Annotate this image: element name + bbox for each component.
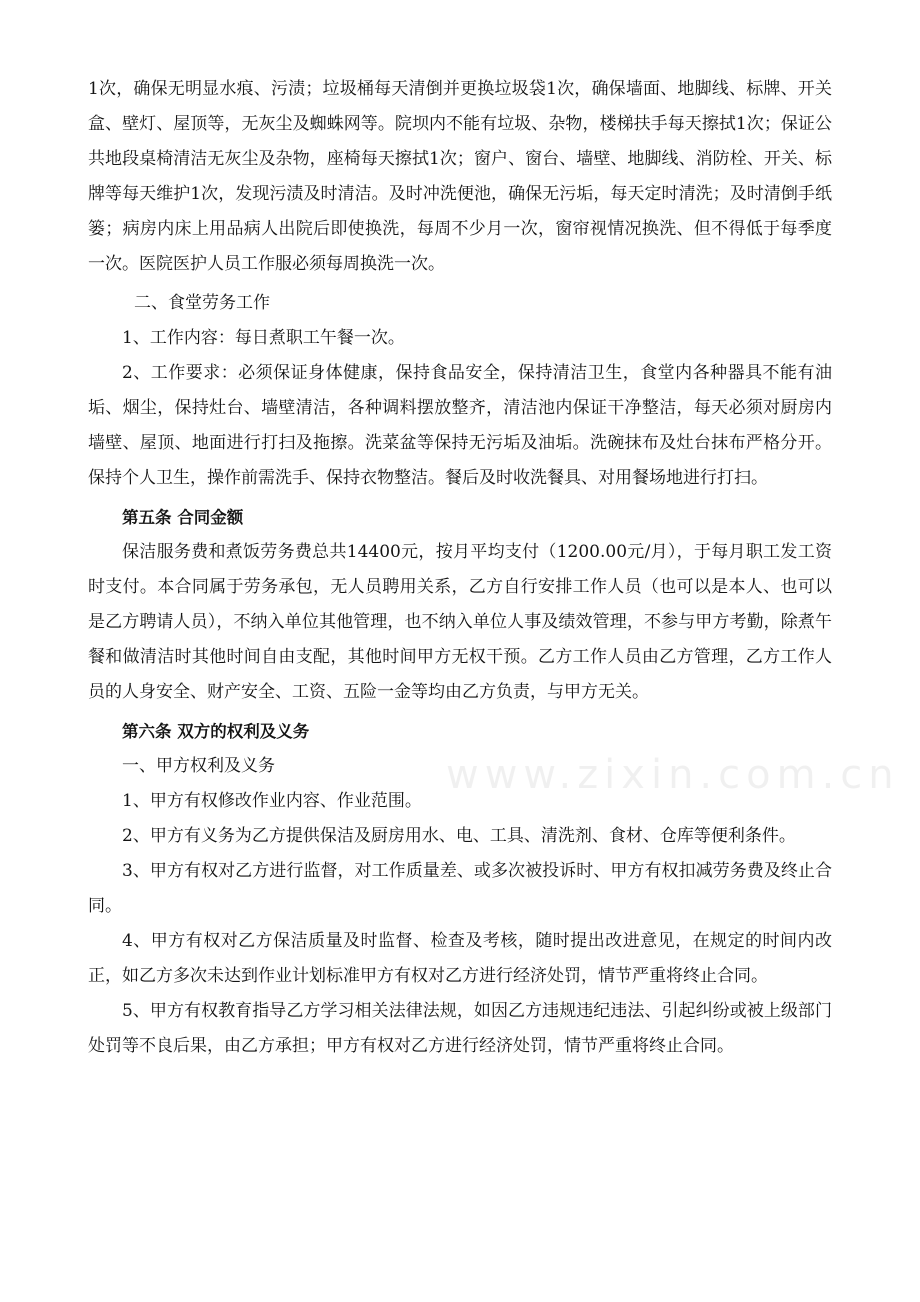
- paragraph-canteen-work-content: 1、工作内容：每日煮职工午餐一次。: [122, 328, 405, 348]
- paragraph-party-a-right-4: 4、甲方有权对乙方保洁质量及时监督、检查及考核，随时提出改进意见，在规定的时间内改正，如乙方多次未达到作业计划标准甲方有权对乙方进行经济处罚，情节严重将终止合同。: [88, 931, 832, 986]
- subheading-party-a-rights: 一、甲方权利及义务: [122, 756, 275, 776]
- paragraph-cleaning-requirements-continued: 1次，确保无明显水痕、污渍；垃圾桶每天清倒并更换垃圾袋1次，确保墙面、地脚线、标牌、开关盒、壁灯、屋顶等，无灰尘及蜘蛛网等。院坝内不能有垃圾、杂物，楼梯扶手每天擦拭1次；保证公共地段桌椅清洁无灰尘及杂物，座椅每天擦拭1次；窗户、窗台、墙壁、地脚线、消防栓、开关、标牌等每天维护1次，发现污渍及时清洁。及时冲洗便池，确保无污垢，每天定时清洗；及时清倒手纸篓；病房内床上用品病人出院后即使换洗，每周不少月一次，窗帘视情况换洗、但不得低于每季度一次。医院医护人员工作服必须每周换洗一次。: [88, 79, 832, 274]
- paragraph-party-a-right-5: 5、甲方有权教育指导乙方学习相关法律法规，如因乙方违规违纪违法、引起纠纷或被上级部门处罚等不良后果，由乙方承担；甲方有权对乙方进行经济处罚，情节严重将终止合同。: [88, 1001, 832, 1056]
- paragraph-contract-amount: 保洁服务费和煮饭劳务费总共14400元，按月平均支付（1200.00元/月），于每月职工发工资时支付。本合同属于劳务承包，无人员聘用关系，乙方自行安排工作人员（也可以是本人、也可以是乙方聘请人员），不纳入单位其他管理，也不纳入单位人事及绩效管理，不参与甲方考勤，除煮午餐和做清洁时其他时间自由支配，其他时间甲方无权干预。乙方工作人员由乙方管理，乙方工作人员的人身安全、财产安全、工资、五险一金等均由乙方负责，与甲方无关。: [88, 542, 832, 702]
- article-five-heading: 第五条 合同金额: [122, 508, 244, 527]
- paragraph-party-a-right-1: 1、甲方有权修改作业内容、作业范围。: [122, 791, 422, 811]
- document-page: [88, 72, 832, 1064]
- watermark: www.zixin.com.cn: [446, 752, 900, 798]
- article-six-heading: 第六条 双方的权利及义务: [122, 722, 310, 741]
- paragraph-party-a-right-3: 3、甲方有权对乙方进行监督，对工作质量差、或多次被投诉时、甲方有权扣减劳务费及终止合同。: [88, 861, 832, 916]
- paragraph-canteen-work-requirements: 2、工作要求：必须保证身体健康，保持食品安全，保持清洁卫生，食堂内各种器具不能有油垢、烟尘，保持灶台、墙壁清洁，各种调料摆放整齐，清洁池内保证干净整洁，每天必须对厨房内墙壁、屋顶、地面进行打扫及拖擦。洗菜盆等保持无污垢及油垢。洗碗抹布及灶台抹布严格分开。保持个人卫生，操作前需洗手、保持衣物整洁。餐后及时收洗餐具、对用餐场地进行打扫。: [88, 363, 832, 488]
- paragraph-party-a-right-2: 2、甲方有义务为乙方提供保洁及厨房用水、电、工具、清洗剂、食材、仓库等便利条件。: [122, 826, 796, 846]
- subheading-canteen-labor: 二、食堂劳务工作: [134, 293, 270, 313]
